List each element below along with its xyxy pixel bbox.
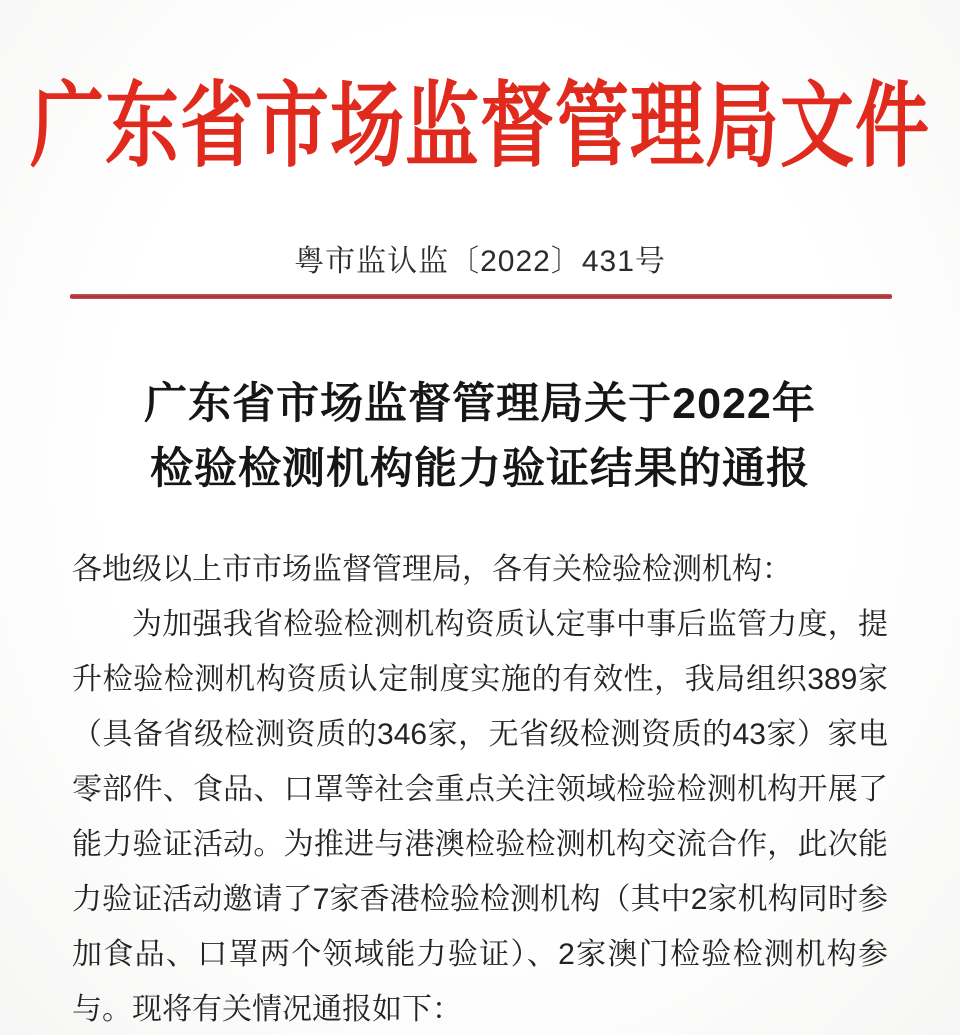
body-text-line: 能力验证活动。为推进与港澳检验检测机构交流合作，此次能 — [72, 828, 888, 861]
body-salutation-line: 各地级以上市市场监督管理局，各有关检验检测机构： — [72, 553, 792, 586]
letterhead — [0, 52, 960, 178]
body-text-line: 为加强我省检验检测机构资质认定事中事后监管力度，提 — [132, 608, 888, 641]
body-closing-line: 与。现将有关情况通报如下： — [72, 993, 462, 1026]
body-text-line: 加食品、口罩两个领域能力验证）、2家澳门检验检测机构参 — [72, 938, 888, 971]
document-title-line-1: 广东省市场监督管理局关于2022年 — [144, 380, 816, 428]
body-text-line: （具备省级检测资质的346家，无省级检测资质的43家）家电 — [72, 718, 888, 751]
document-title-line-2: 检验检测机构能力验证结果的通报 — [150, 445, 810, 493]
body-text-line: 升检验检测机构资质认定制度实施的有效性，我局组织389家 — [72, 663, 888, 696]
document-body — [72, 542, 888, 1035]
red-divider-rule — [70, 294, 892, 299]
body-text-line: 零部件、食品、口罩等社会重点关注领域检验检测机构开展了 — [72, 773, 888, 806]
document-reference-number: 粤市监认监〔2022〕431号 — [294, 245, 666, 278]
letterhead-org-title: 广东省市场监督管理局文件 — [30, 73, 930, 178]
document-title — [0, 372, 960, 502]
body-text-line: 力验证活动邀请了7家香港检验检测机构（其中2家机构同时参 — [72, 883, 888, 916]
